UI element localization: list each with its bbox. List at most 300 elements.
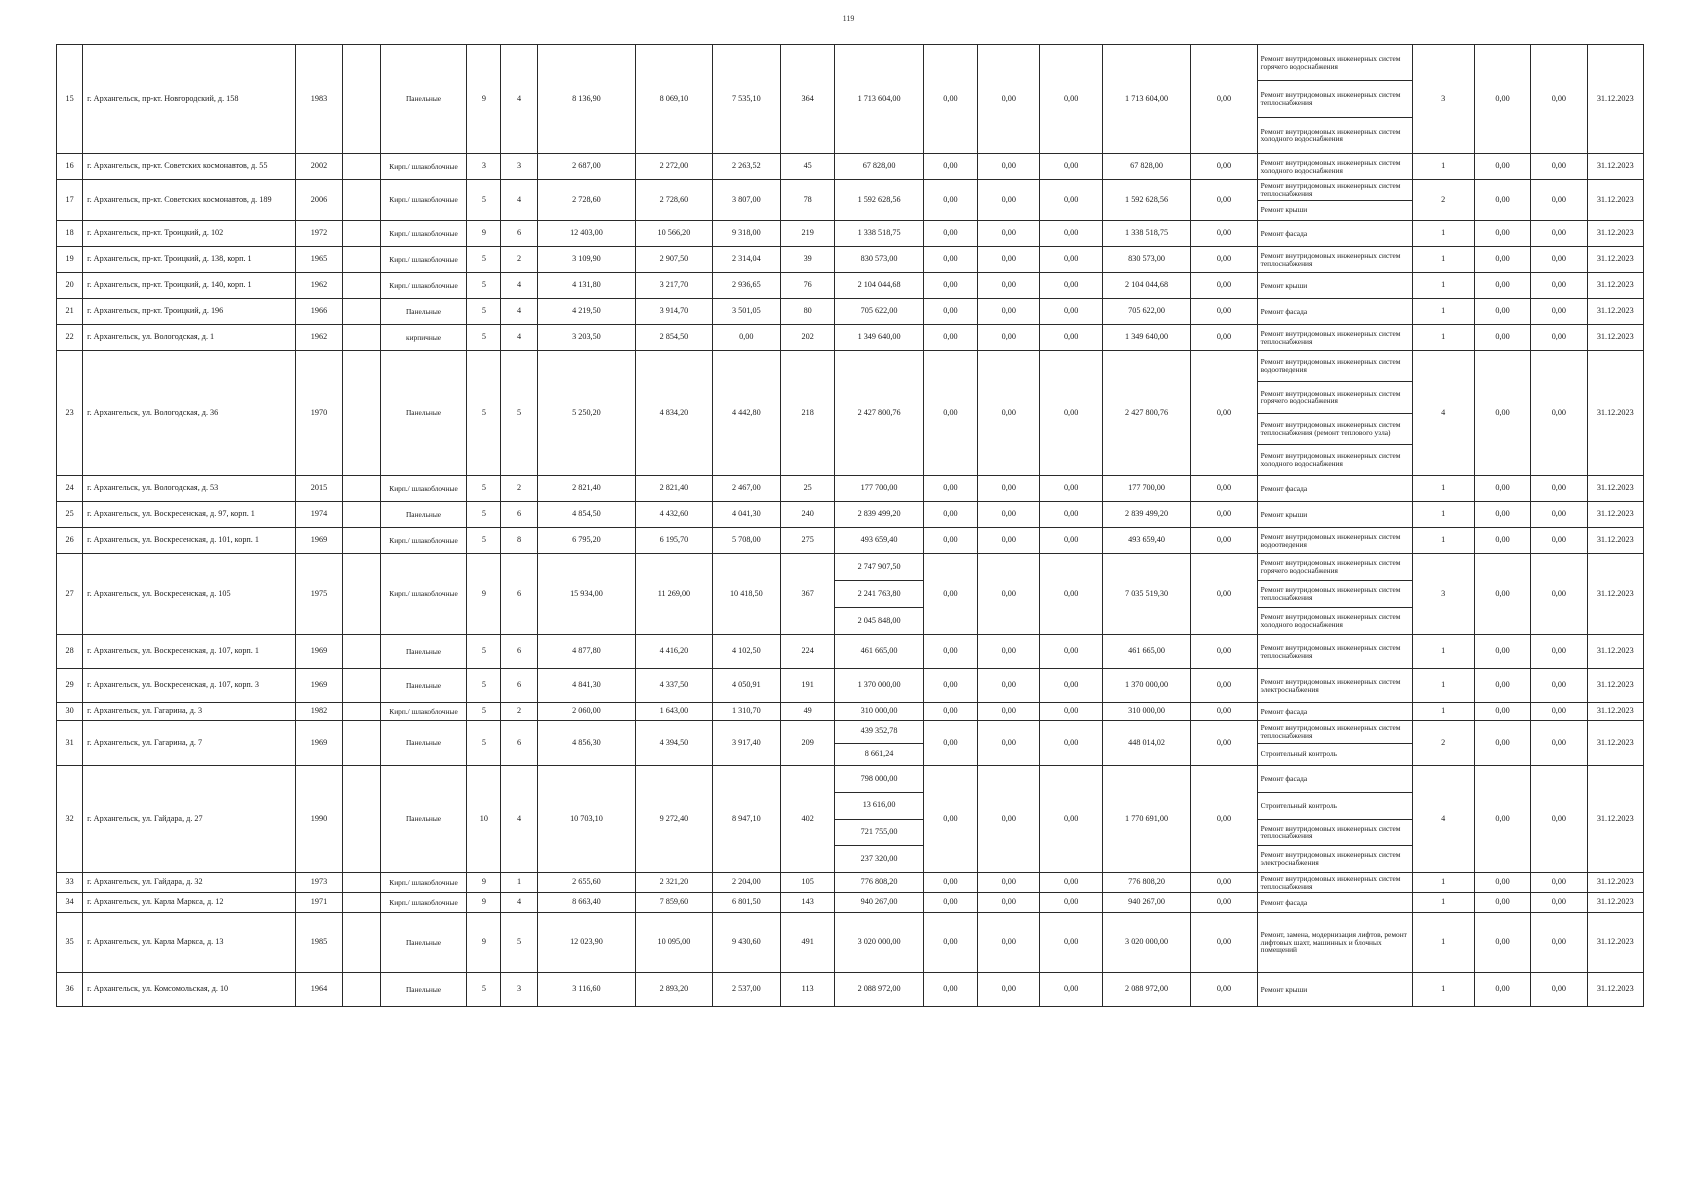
work-item: Ремонт внутридомовых инженерных систем холодного водоснабжения <box>1258 117 1412 153</box>
work-item: Ремонт внутридомовых инженерных систем горячего водоснабжения <box>1258 381 1412 412</box>
works-count-cell: 1 <box>1412 528 1474 554</box>
year-cell: 1964 <box>296 973 342 1007</box>
works-count-cell: 1 <box>1412 973 1474 1007</box>
address-cell: г. Архангельск, пр-кт. Новгородский, д. 158 <box>83 45 296 154</box>
total-area-cell: 2 687,00 <box>537 154 636 180</box>
entrances-cell: 4 <box>501 325 537 351</box>
floors-cell: 5 <box>467 273 501 299</box>
address-cell: г. Архангельск, ул. Карла Маркса, д. 13 <box>83 913 296 973</box>
total-area-cell: 2 728,60 <box>537 180 636 221</box>
work-item: Ремонт внутридомовых инженерных систем теплоснабжения <box>1260 180 1401 198</box>
cost-cell: 310 000,00 <box>835 703 924 721</box>
works-cell <box>1257 721 1412 766</box>
fund-cell: 0,00 <box>923 973 977 1007</box>
other-funds-cell: 0,00 <box>1191 45 1257 154</box>
wall-material-cell: Кирп./ шлакоблочные <box>380 528 466 554</box>
year-cell: 1985 <box>296 913 342 973</box>
floors-cell: 5 <box>467 528 501 554</box>
year-cell: 1971 <box>296 893 342 913</box>
total-area-cell: 2 821,40 <box>537 476 636 502</box>
limit-cost-cell: 0,00 <box>1531 893 1587 913</box>
floors-cell: 5 <box>467 180 501 221</box>
residents-cell: 367 <box>781 554 835 635</box>
area-cell: 4 416,20 <box>636 635 712 669</box>
works-cell <box>1257 247 1412 273</box>
row-number: 29 <box>57 669 83 703</box>
work-item: Ремонт внутридомовых инженерных систем теплоснабжения <box>1260 328 1401 346</box>
address-cell: г. Архангельск, пр-кт. Советских космонавтов, д. 189 <box>83 180 296 221</box>
limit-cost-cell: 0,00 <box>1531 247 1587 273</box>
area-cell: 4 394,50 <box>636 721 712 766</box>
municipal-cell: 0,00 <box>1040 273 1102 299</box>
deadline-cell: 31.12.2023 <box>1587 273 1643 299</box>
address-cell: г. Архангельск, ул. Карла Маркса, д. 12 <box>83 893 296 913</box>
limit-cost-cell: 0,00 <box>1531 703 1587 721</box>
fund-cell: 0,00 <box>923 502 977 528</box>
limit-cost-cell: 0,00 <box>1531 721 1587 766</box>
municipal-cell: 0,00 <box>1040 325 1102 351</box>
fund-cell: 0,00 <box>923 221 977 247</box>
regional-cell: 0,00 <box>978 180 1040 221</box>
table-row <box>57 476 1644 502</box>
municipal-cell: 0,00 <box>1040 45 1102 154</box>
deadline-cell: 31.12.2023 <box>1587 476 1643 502</box>
entrances-cell: 6 <box>501 669 537 703</box>
works-cell <box>1257 893 1412 913</box>
entrances-cell: 3 <box>501 973 537 1007</box>
municipal-cell: 0,00 <box>1040 154 1102 180</box>
cost-cell <box>835 766 924 873</box>
floors-cell: 5 <box>467 669 501 703</box>
fund-cell: 0,00 <box>923 45 977 154</box>
work-item: Ремонт внутридомовых инженерных систем электроснабжения <box>1260 676 1401 694</box>
living-area-cell: 10 418,50 <box>712 554 780 635</box>
entrances-cell: 4 <box>501 766 537 873</box>
municipal-cell: 0,00 <box>1040 476 1102 502</box>
row-number: 33 <box>57 873 83 893</box>
table-row <box>57 721 1644 766</box>
cost-cell: 1 338 518,75 <box>835 221 924 247</box>
regional-cell: 0,00 <box>978 45 1040 154</box>
work-item: Ремонт внутридомовых инженерных систем теплоснабжения <box>1258 819 1412 846</box>
works-count-cell: 1 <box>1412 635 1474 669</box>
cost-cell: 2 427 800,76 <box>835 351 924 476</box>
entrances-cell: 6 <box>501 721 537 766</box>
other-funds-cell: 0,00 <box>1191 273 1257 299</box>
cost-cell <box>835 721 924 766</box>
table-row <box>57 893 1644 913</box>
address-cell: г. Архангельск, ул. Гайдара, д. 27 <box>83 766 296 873</box>
row-number: 16 <box>57 154 83 180</box>
residents-cell: 49 <box>781 703 835 721</box>
owners-funds-cell: 1 338 518,75 <box>1102 221 1191 247</box>
regional-cell: 0,00 <box>978 873 1040 893</box>
address-cell: г. Архангельск, ул. Комсомольская, д. 10 <box>83 973 296 1007</box>
page-number: 119 <box>842 14 855 23</box>
residents-cell: 105 <box>781 873 835 893</box>
limit-cost-cell: 0,00 <box>1531 973 1587 1007</box>
works-count-cell: 1 <box>1412 476 1474 502</box>
works-cell <box>1257 669 1412 703</box>
living-area-cell: 9 430,60 <box>712 913 780 973</box>
address-cell: г. Архангельск, ул. Гагарина, д. 3 <box>83 703 296 721</box>
empty-cell <box>342 528 380 554</box>
owners-funds-cell: 493 659,40 <box>1102 528 1191 554</box>
floors-cell: 9 <box>467 221 501 247</box>
empty-cell <box>342 476 380 502</box>
wall-material-cell: кирпичные <box>380 325 466 351</box>
works-cell <box>1257 273 1412 299</box>
area-cell: 1 643,00 <box>636 703 712 721</box>
deadline-cell: 31.12.2023 <box>1587 703 1643 721</box>
other-funds-cell: 0,00 <box>1191 180 1257 221</box>
unit-cost-cell: 0,00 <box>1474 45 1530 154</box>
empty-cell <box>342 45 380 154</box>
work-item: Ремонт, замена, модернизация лифтов, ремонт лифтовых шахт, машинных и блочных помещений <box>1260 929 1407 955</box>
row-number: 23 <box>57 351 83 476</box>
deadline-cell: 31.12.2023 <box>1587 325 1643 351</box>
cost-item: 13 616,00 <box>835 792 923 819</box>
works-count-cell: 3 <box>1412 45 1474 154</box>
table-row <box>57 554 1644 635</box>
fund-cell: 0,00 <box>923 476 977 502</box>
works-count-cell: 1 <box>1412 273 1474 299</box>
deadline-cell: 31.12.2023 <box>1587 221 1643 247</box>
cost-cell: 1 713 604,00 <box>835 45 924 154</box>
entrances-cell: 2 <box>501 247 537 273</box>
total-area-cell: 8 663,40 <box>537 893 636 913</box>
other-funds-cell: 0,00 <box>1191 502 1257 528</box>
owners-funds-cell: 448 014,02 <box>1102 721 1191 766</box>
works-count-cell: 1 <box>1412 873 1474 893</box>
work-item: Ремонт фасада <box>1260 773 1308 783</box>
works-count-cell: 2 <box>1412 180 1474 221</box>
regional-cell: 0,00 <box>978 893 1040 913</box>
works-cell <box>1257 913 1412 973</box>
works-count-cell: 1 <box>1412 299 1474 325</box>
table-body <box>57 45 1644 1007</box>
works-cell <box>1257 528 1412 554</box>
floors-cell: 5 <box>467 721 501 766</box>
residents-cell: 113 <box>781 973 835 1007</box>
living-area-cell: 2 263,52 <box>712 154 780 180</box>
area-cell: 2 854,50 <box>636 325 712 351</box>
residents-cell: 402 <box>781 766 835 873</box>
floors-cell: 9 <box>467 873 501 893</box>
total-area-cell: 12 403,00 <box>537 221 636 247</box>
fund-cell: 0,00 <box>923 154 977 180</box>
municipal-cell: 0,00 <box>1040 721 1102 766</box>
municipal-cell: 0,00 <box>1040 973 1102 1007</box>
work-item: Ремонт фасада <box>1260 483 1308 493</box>
deadline-cell: 31.12.2023 <box>1587 299 1643 325</box>
other-funds-cell: 0,00 <box>1191 221 1257 247</box>
table-row <box>57 873 1644 893</box>
cost-cell: 3 020 000,00 <box>835 913 924 973</box>
living-area-cell: 4 442,80 <box>712 351 780 476</box>
work-item: Ремонт внутридомовых инженерных систем водоотведения <box>1260 357 1401 375</box>
other-funds-cell: 0,00 <box>1191 325 1257 351</box>
limit-cost-cell: 0,00 <box>1531 502 1587 528</box>
works-cell <box>1257 299 1412 325</box>
municipal-cell: 0,00 <box>1040 299 1102 325</box>
unit-cost-cell: 0,00 <box>1474 669 1530 703</box>
works-count-cell: 1 <box>1412 325 1474 351</box>
wall-material-cell: Кирп./ шлакоблочные <box>380 247 466 273</box>
deadline-cell: 31.12.2023 <box>1587 502 1643 528</box>
work-item: Ремонт крыши <box>1260 984 1308 994</box>
entrances-cell: 6 <box>501 502 537 528</box>
owners-funds-cell: 2 427 800,76 <box>1102 351 1191 476</box>
floors-cell: 9 <box>467 913 501 973</box>
empty-cell <box>342 635 380 669</box>
living-area-cell: 1 310,70 <box>712 703 780 721</box>
work-item: Ремонт внутридомовых инженерных систем теплоснабжения <box>1258 80 1412 116</box>
municipal-cell: 0,00 <box>1040 913 1102 973</box>
cost-cell: 1 349 640,00 <box>835 325 924 351</box>
wall-material-cell: Панельные <box>380 766 466 873</box>
entrances-cell: 5 <box>501 913 537 973</box>
municipal-cell: 0,00 <box>1040 502 1102 528</box>
fund-cell: 0,00 <box>923 273 977 299</box>
wall-material-cell: Панельные <box>380 913 466 973</box>
address-cell: г. Архангельск, пр-кт. Троицкий, д. 138, корп. 1 <box>83 247 296 273</box>
address-cell: г. Архангельск, ул. Воскресенская, д. 97, корп. 1 <box>83 502 296 528</box>
deadline-cell: 31.12.2023 <box>1587 351 1643 476</box>
works-cell <box>1257 221 1412 247</box>
works-cell <box>1257 766 1412 873</box>
living-area-cell: 9 318,00 <box>712 221 780 247</box>
regional-cell: 0,00 <box>978 913 1040 973</box>
limit-cost-cell: 0,00 <box>1531 299 1587 325</box>
owners-funds-cell: 2 104 044,68 <box>1102 273 1191 299</box>
municipal-cell: 0,00 <box>1040 351 1102 476</box>
table-row <box>57 325 1644 351</box>
address-cell: г. Архангельск, ул. Воскресенская, д. 107, корп. 1 <box>83 635 296 669</box>
fund-cell: 0,00 <box>923 180 977 221</box>
total-area-cell: 4 856,30 <box>537 721 636 766</box>
deadline-cell: 31.12.2023 <box>1587 154 1643 180</box>
address-cell: г. Архангельск, пр-кт. Троицкий, д. 140, корп. 1 <box>83 273 296 299</box>
empty-cell <box>342 973 380 1007</box>
unit-cost-cell: 0,00 <box>1474 299 1530 325</box>
unit-cost-cell: 0,00 <box>1474 766 1530 873</box>
year-cell: 1973 <box>296 873 342 893</box>
wall-material-cell: Панельные <box>380 669 466 703</box>
unit-cost-cell: 0,00 <box>1474 502 1530 528</box>
area-cell: 3 914,70 <box>636 299 712 325</box>
living-area-cell: 4 050,91 <box>712 669 780 703</box>
works-count-cell: 1 <box>1412 247 1474 273</box>
living-area-cell: 4 041,30 <box>712 502 780 528</box>
regional-cell: 0,00 <box>978 766 1040 873</box>
work-item: Ремонт внутридомовых инженерных систем электроснабжения <box>1258 845 1412 872</box>
work-item: Ремонт внутридомовых инженерных систем холодного водоснабжения <box>1258 607 1412 634</box>
cost-cell: 177 700,00 <box>835 476 924 502</box>
wall-material-cell: Панельные <box>380 299 466 325</box>
other-funds-cell: 0,00 <box>1191 351 1257 476</box>
regional-cell: 0,00 <box>978 247 1040 273</box>
regional-cell: 0,00 <box>978 554 1040 635</box>
work-item: Ремонт внутридомовых инженерных систем холодного водоснабжения <box>1260 157 1401 175</box>
year-cell: 1982 <box>296 703 342 721</box>
year-cell: 1972 <box>296 221 342 247</box>
area-cell: 2 321,20 <box>636 873 712 893</box>
limit-cost-cell: 0,00 <box>1531 913 1587 973</box>
living-area-cell: 4 102,50 <box>712 635 780 669</box>
limit-cost-cell: 0,00 <box>1531 476 1587 502</box>
floors-cell: 5 <box>467 973 501 1007</box>
work-item: Ремонт крыши <box>1260 280 1308 290</box>
address-cell: г. Архангельск, ул. Воскресенская, д. 101, корп. 1 <box>83 528 296 554</box>
year-cell: 1962 <box>296 273 342 299</box>
empty-cell <box>342 554 380 635</box>
works-cell <box>1257 973 1412 1007</box>
capital-repair-table <box>56 44 1644 1007</box>
living-area-cell: 8 947,10 <box>712 766 780 873</box>
living-area-cell: 2 467,00 <box>712 476 780 502</box>
total-area-cell: 4 219,50 <box>537 299 636 325</box>
wall-material-cell: Панельные <box>380 635 466 669</box>
other-funds-cell: 0,00 <box>1191 766 1257 873</box>
residents-cell: 143 <box>781 893 835 913</box>
work-item: Ремонт фасада <box>1260 706 1308 716</box>
deadline-cell: 31.12.2023 <box>1587 45 1643 154</box>
area-cell: 10 566,20 <box>636 221 712 247</box>
total-area-cell: 4 854,50 <box>537 502 636 528</box>
floors-cell: 5 <box>467 299 501 325</box>
year-cell: 1965 <box>296 247 342 273</box>
owners-funds-cell: 1 770 691,00 <box>1102 766 1191 873</box>
wall-material-cell: Кирп./ шлакоблочные <box>380 703 466 721</box>
empty-cell <box>342 766 380 873</box>
cost-item: 2 045 848,00 <box>835 607 923 634</box>
floors-cell: 5 <box>467 703 501 721</box>
entrances-cell: 4 <box>501 273 537 299</box>
row-number: 30 <box>57 703 83 721</box>
total-area-cell: 4 131,80 <box>537 273 636 299</box>
works-count-cell: 3 <box>1412 554 1474 635</box>
owners-funds-cell: 940 267,00 <box>1102 893 1191 913</box>
floors-cell: 5 <box>467 351 501 476</box>
fund-cell: 0,00 <box>923 351 977 476</box>
deadline-cell: 31.12.2023 <box>1587 766 1643 873</box>
regional-cell: 0,00 <box>978 502 1040 528</box>
unit-cost-cell: 0,00 <box>1474 635 1530 669</box>
municipal-cell: 0,00 <box>1040 893 1102 913</box>
table-row <box>57 221 1644 247</box>
year-cell: 1975 <box>296 554 342 635</box>
address-cell: г. Архангельск, ул. Воскресенская, д. 105 <box>83 554 296 635</box>
municipal-cell: 0,00 <box>1040 669 1102 703</box>
owners-funds-cell: 310 000,00 <box>1102 703 1191 721</box>
owners-funds-cell: 177 700,00 <box>1102 476 1191 502</box>
deadline-cell: 31.12.2023 <box>1587 528 1643 554</box>
limit-cost-cell: 0,00 <box>1531 325 1587 351</box>
residents-cell: 45 <box>781 154 835 180</box>
total-area-cell: 3 203,50 <box>537 325 636 351</box>
unit-cost-cell: 0,00 <box>1474 873 1530 893</box>
empty-cell <box>342 154 380 180</box>
unit-cost-cell: 0,00 <box>1474 221 1530 247</box>
table-row <box>57 351 1644 476</box>
area-cell: 8 069,10 <box>636 45 712 154</box>
entrances-cell: 6 <box>501 221 537 247</box>
regional-cell: 0,00 <box>978 351 1040 476</box>
work-item: Ремонт фасада <box>1260 306 1308 316</box>
total-area-cell: 10 703,10 <box>537 766 636 873</box>
entrances-cell: 8 <box>501 528 537 554</box>
work-item: Ремонт крыши <box>1260 509 1308 519</box>
total-area-cell: 2 060,00 <box>537 703 636 721</box>
cost-cell: 2 088 972,00 <box>835 973 924 1007</box>
living-area-cell: 3 917,40 <box>712 721 780 766</box>
limit-cost-cell: 0,00 <box>1531 351 1587 476</box>
regional-cell: 0,00 <box>978 703 1040 721</box>
residents-cell: 76 <box>781 273 835 299</box>
municipal-cell: 0,00 <box>1040 635 1102 669</box>
fund-cell: 0,00 <box>923 913 977 973</box>
owners-funds-cell: 67 828,00 <box>1102 154 1191 180</box>
living-area-cell: 2 936,65 <box>712 273 780 299</box>
limit-cost-cell: 0,00 <box>1531 221 1587 247</box>
cost-cell: 1 592 628,56 <box>835 180 924 221</box>
empty-cell <box>342 351 380 476</box>
deadline-cell: 31.12.2023 <box>1587 893 1643 913</box>
residents-cell: 224 <box>781 635 835 669</box>
empty-cell <box>342 873 380 893</box>
area-cell: 7 859,60 <box>636 893 712 913</box>
area-cell: 10 095,00 <box>636 913 712 973</box>
fund-cell: 0,00 <box>923 247 977 273</box>
works-count-cell: 1 <box>1412 502 1474 528</box>
fund-cell: 0,00 <box>923 554 977 635</box>
area-cell: 4 432,60 <box>636 502 712 528</box>
deadline-cell: 31.12.2023 <box>1587 721 1643 766</box>
entrances-cell: 6 <box>501 554 537 635</box>
works-cell <box>1257 351 1412 476</box>
row-number: 31 <box>57 721 83 766</box>
cost-cell: 830 573,00 <box>835 247 924 273</box>
year-cell: 1970 <box>296 351 342 476</box>
row-number: 35 <box>57 913 83 973</box>
limit-cost-cell: 0,00 <box>1531 528 1587 554</box>
work-item: Ремонт внутридомовых инженерных систем теплоснабжения <box>1260 722 1401 740</box>
owners-funds-cell: 1 370 000,00 <box>1102 669 1191 703</box>
deadline-cell: 31.12.2023 <box>1587 180 1643 221</box>
table-row <box>57 973 1644 1007</box>
residents-cell: 80 <box>781 299 835 325</box>
fund-cell: 0,00 <box>923 528 977 554</box>
other-funds-cell: 0,00 <box>1191 893 1257 913</box>
unit-cost-cell: 0,00 <box>1474 247 1530 273</box>
regional-cell: 0,00 <box>978 273 1040 299</box>
area-cell: 3 217,70 <box>636 273 712 299</box>
floors-cell: 5 <box>467 476 501 502</box>
regional-cell: 0,00 <box>978 721 1040 766</box>
entrances-cell: 4 <box>501 180 537 221</box>
owners-funds-cell: 1 713 604,00 <box>1102 45 1191 154</box>
unit-cost-cell: 0,00 <box>1474 893 1530 913</box>
entrances-cell: 6 <box>501 635 537 669</box>
wall-material-cell: Панельные <box>380 973 466 1007</box>
row-number: 36 <box>57 973 83 1007</box>
area-cell: 2 821,40 <box>636 476 712 502</box>
fund-cell: 0,00 <box>923 325 977 351</box>
residents-cell: 39 <box>781 247 835 273</box>
limit-cost-cell: 0,00 <box>1531 766 1587 873</box>
empty-cell <box>342 273 380 299</box>
